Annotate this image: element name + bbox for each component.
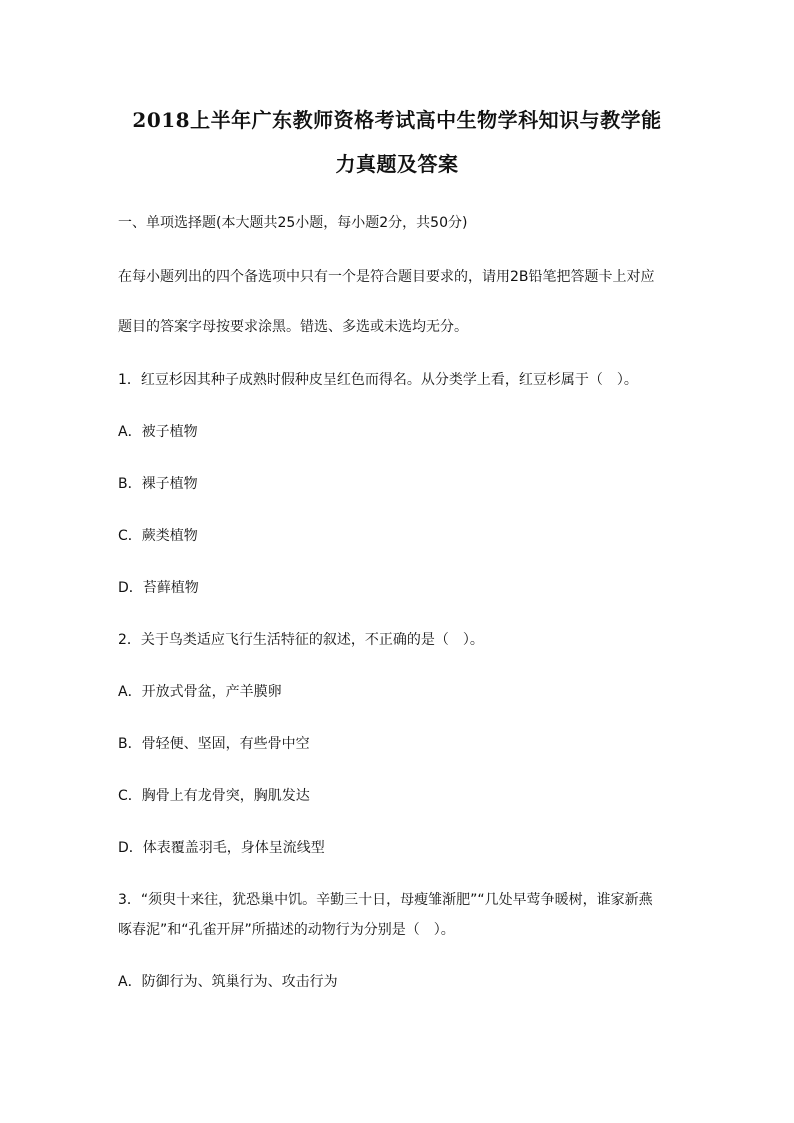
question-3-stem-line-2: 啄春泥”和“孔雀开屏”所描述的动物行为分别是（ ）。 — [118, 922, 455, 938]
question-2-option-d: D．体表覆盖羽毛，身体呈流线型 — [118, 840, 325, 856]
question-1-option-a: A．被子植物 — [118, 424, 198, 440]
question-3-option-a: A．防御行为、筑巢行为、攻击行为 — [118, 974, 338, 990]
instruction-line-1: 在每小题列出的四个备选项中只有一个是符合题目要求的，请用2B铅笔把答题卡上对应 — [118, 269, 655, 285]
question-1-option-b: B．裸子植物 — [118, 476, 198, 492]
question-1-option-d: D．苔藓植物 — [118, 580, 199, 596]
question-1-stem: 1．红豆杉因其种子成熟时假种皮呈红色而得名。从分类学上看，红豆杉属于（ ）。 — [118, 372, 638, 388]
question-3-stem-line-1: 3．“须臾十来往，犹恐巢中饥。辛勤三十日，母瘦雏渐肥”“几处早莺争暖树，谁家新燕 — [118, 892, 653, 908]
section-heading: 一、单项选择题(本大题共25小题，每小题2分，共50分) — [118, 215, 468, 231]
instruction-line-2: 题目的答案字母按要求涂黑。错选、多选或未选均无分。 — [118, 319, 468, 335]
document-title-line-2: 力真题及答案 — [335, 152, 459, 176]
question-2-stem: 2．关于鸟类适应飞行生活特征的叙述，不正确的是（ ）。 — [118, 632, 484, 648]
question-2-option-c: C．胸骨上有龙骨突，胸肌发达 — [118, 788, 310, 804]
question-2-option-a: A．开放式骨盆，产羊膜卵 — [118, 684, 282, 700]
question-2-option-b: B．骨轻便、坚固，有些骨中空 — [118, 736, 310, 752]
question-1-option-c: C．蕨类植物 — [118, 528, 198, 544]
document-title-line-1: 2018上半年广东教师资格考试高中生物学科知识与教学能 — [132, 108, 662, 132]
